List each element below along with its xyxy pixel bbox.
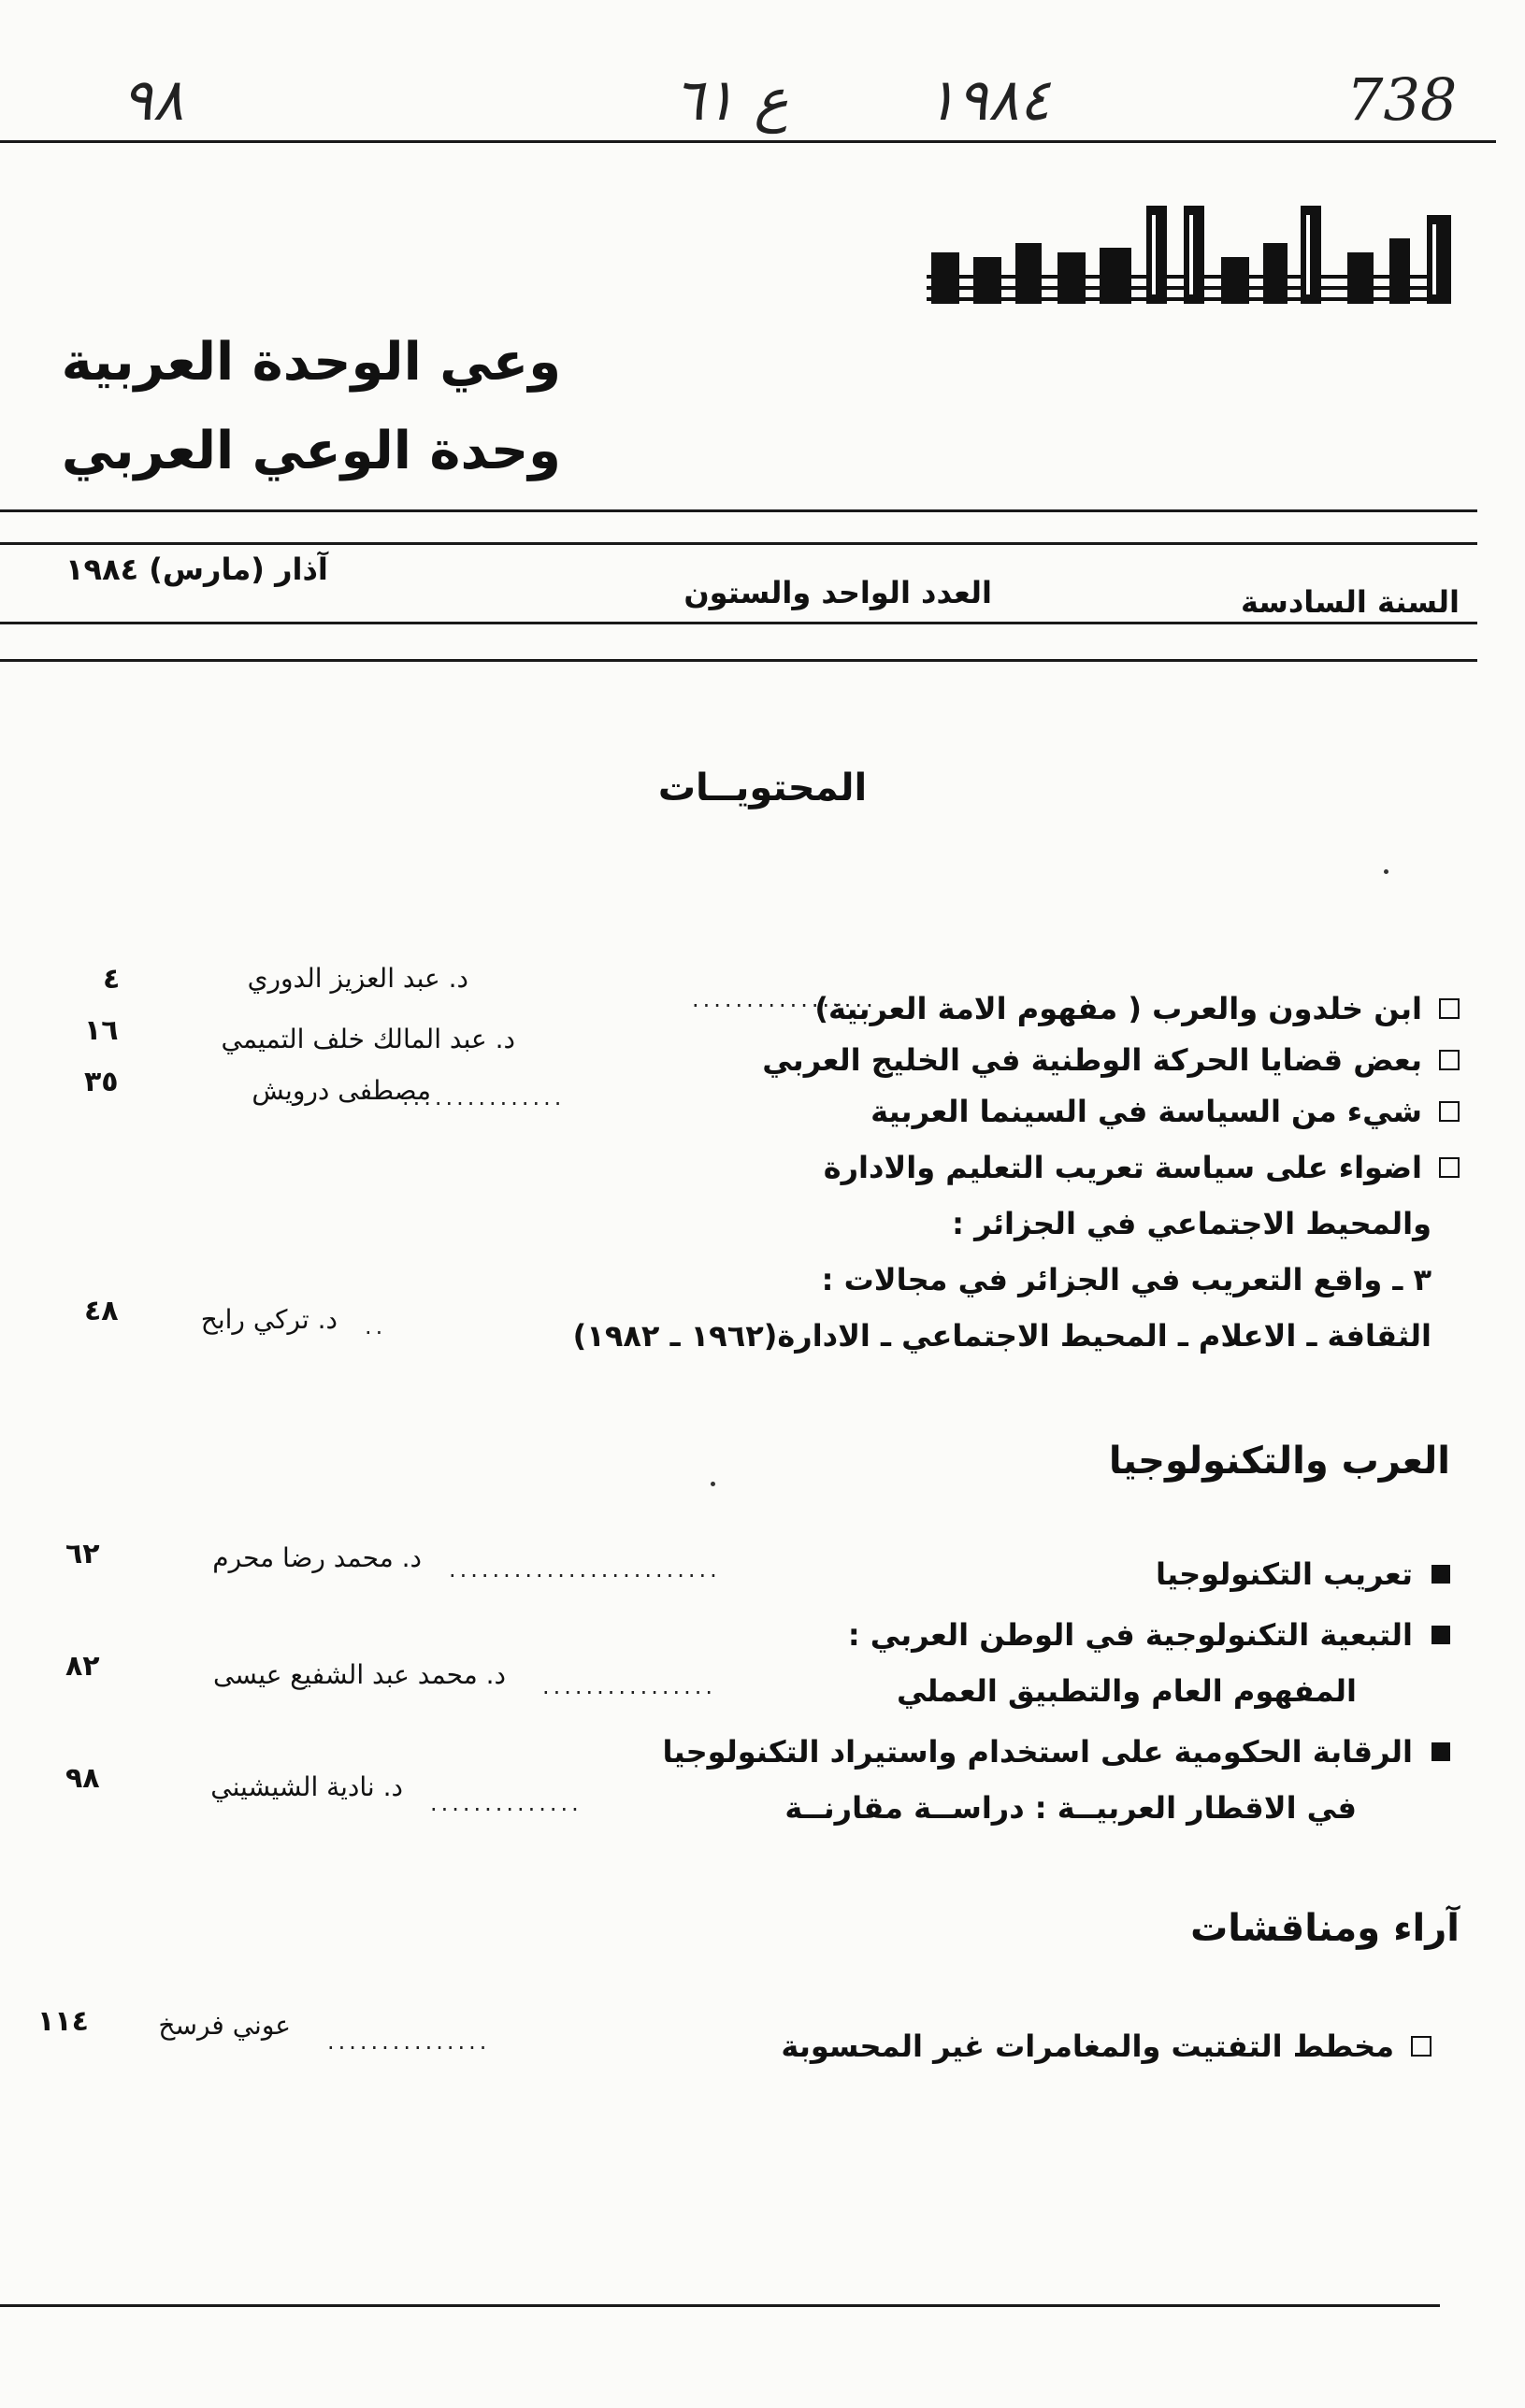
tech-entry-1-leader: .........................: [449, 1556, 721, 1583]
issue-rule-bottom-2: [0, 659, 1477, 662]
bullet-square-icon: [1431, 1742, 1450, 1761]
checkbox-icon: [1439, 998, 1460, 1019]
tech-entry-2[interactable]: [848, 1617, 1450, 1653]
toc-entry-2[interactable]: [762, 1042, 1460, 1078]
issue-rule-top-1: [0, 509, 1477, 512]
tech-entry-2-leader: ................: [542, 1673, 717, 1699]
tech-entry-1-author: د. محمد رضا محرم: [212, 1542, 422, 1573]
checkbox-icon: [1411, 2036, 1431, 2057]
toc-entry-4-line-3: ٣ ـ واقع التعريب في الجزائر في مجالات :: [821, 1262, 1431, 1297]
tech-entry-3[interactable]: [663, 1734, 1451, 1770]
toc-entry-4-leader: ..: [365, 1313, 387, 1340]
opinion-entry-1-author: عوني فرسخ: [158, 2010, 291, 2041]
toc-entry-3-author: مصطفى درويش: [252, 1075, 431, 1106]
toc-entry-3-leader: ...............: [402, 1084, 566, 1111]
checkbox-icon: [1439, 1101, 1460, 1122]
toc-entry-4-line-2: والمحيط الاجتماعي في الجزائر :: [952, 1206, 1431, 1241]
logo-graphic: [908, 187, 1469, 327]
handwritten-year: ١٩٨٤: [926, 65, 1051, 134]
issue-date: آذار (مارس) ١٩٨٤: [65, 552, 328, 587]
toc-entry-4-page: ٤٨: [84, 1295, 119, 1327]
opinion-entry-1-title: مخطط التفتيت والمغامرات غير المحسوبة: [781, 2028, 1394, 2064]
toc-entry-4-author: د. تركي رابح: [200, 1304, 338, 1335]
checkbox-icon: [1439, 1157, 1460, 1178]
section-opinions-heading: آراء ومناقشات: [1190, 1907, 1460, 1950]
bullet-square-icon: [1431, 1565, 1450, 1584]
tech-entry-2-page: ٨٢: [65, 1650, 100, 1683]
speck: [711, 1482, 715, 1486]
toc-entry-1[interactable]: [814, 991, 1460, 1026]
toc-entry-2-author: د. عبد المالك خلف التميمي: [221, 1024, 515, 1054]
tech-entry-3-title: الرقابة الحكومية على استخدام واستيراد التكنولوجيا: [662, 1734, 1413, 1770]
handwritten-number-right: 738: [1346, 65, 1458, 134]
opinion-entry-1[interactable]: [781, 2028, 1431, 2064]
toc-entry-3-title: شيء من السياسة في السينما العربية: [870, 1094, 1422, 1129]
toc-entry-3[interactable]: [870, 1094, 1460, 1129]
headline-line-1: وعي الوحدة العربية: [61, 332, 561, 393]
tech-entry-1-title: تعريب التكنولوجيا: [1155, 1556, 1413, 1592]
opinion-entry-1-leader: ...............: [327, 2028, 491, 2055]
headline-line-2: وحدة الوعي العربي: [61, 421, 561, 481]
tech-entry-3-page: ٩٨: [65, 1762, 100, 1795]
bullet-square-icon: [1431, 1626, 1450, 1644]
contents-title: المحتويــات: [657, 767, 868, 810]
toc-entry-1-title: ابن خلدون والعرب ( مفهوم الامة العربية): [814, 991, 1422, 1026]
toc-entry-2-title: بعض قضايا الحركة الوطنية في الخليج العربي: [762, 1042, 1422, 1078]
toc-entry-4[interactable]: [824, 1150, 1460, 1185]
masthead-logo: [908, 187, 1469, 327]
toc-entry-4-title: اضواء على سياسة تعريب التعليم والادارة: [823, 1150, 1422, 1185]
tech-entry-2-line-2: المفهوم العام والتطبيق العملي: [896, 1673, 1357, 1709]
tech-entry-3-line-2: في الاقطار العربيــة : دراســة مقارنــة: [784, 1790, 1357, 1826]
issue-year: السنة السادسة: [1240, 584, 1460, 620]
toc-entry-2-page: ١٦: [84, 1014, 119, 1047]
toc-entry-4-line-4: الثقافة ـ الاعلام ـ المحيط الاجتماعي ـ الادارة(١٩٦٢ ـ ١٩٨٢): [572, 1318, 1431, 1354]
toc-entry-1-leader: .................: [692, 986, 877, 1012]
top-rule: [0, 140, 1496, 143]
checkbox-icon: [1439, 1050, 1460, 1070]
tech-entry-3-leader: ..............: [430, 1790, 583, 1816]
issue-rule-top-2: [0, 542, 1477, 545]
tech-entry-1-page: ٦٢: [65, 1538, 100, 1570]
tech-entry-2-title: التبعية التكنولوجية في الوطن العربي :: [847, 1617, 1413, 1653]
issue-rule-bottom-1: [0, 622, 1477, 624]
toc-entry-1-author: د. عبد العزيز الدوري: [247, 963, 468, 994]
toc-entry-3-page: ٣٥: [84, 1066, 119, 1098]
opinion-entry-1-page: ١١٤: [37, 2005, 89, 2038]
tech-entry-2-author: د. محمد عبد الشفيع عيسى: [212, 1659, 506, 1690]
issue-number: العدد الواحد والستون: [683, 575, 992, 610]
bottom-rule: [0, 2304, 1440, 2307]
tech-entry-1[interactable]: [1156, 1556, 1450, 1592]
toc-entry-1-page: ٤: [103, 963, 121, 996]
handwritten-code: ع ٦١: [673, 65, 789, 134]
handwritten-number-left: ٩٨: [122, 65, 184, 134]
speck: [1384, 869, 1388, 874]
tech-entry-3-author: د. نادية الشيشيني: [210, 1771, 403, 1802]
section-tech-heading: العرب والتكنولوجيا: [1108, 1440, 1450, 1483]
